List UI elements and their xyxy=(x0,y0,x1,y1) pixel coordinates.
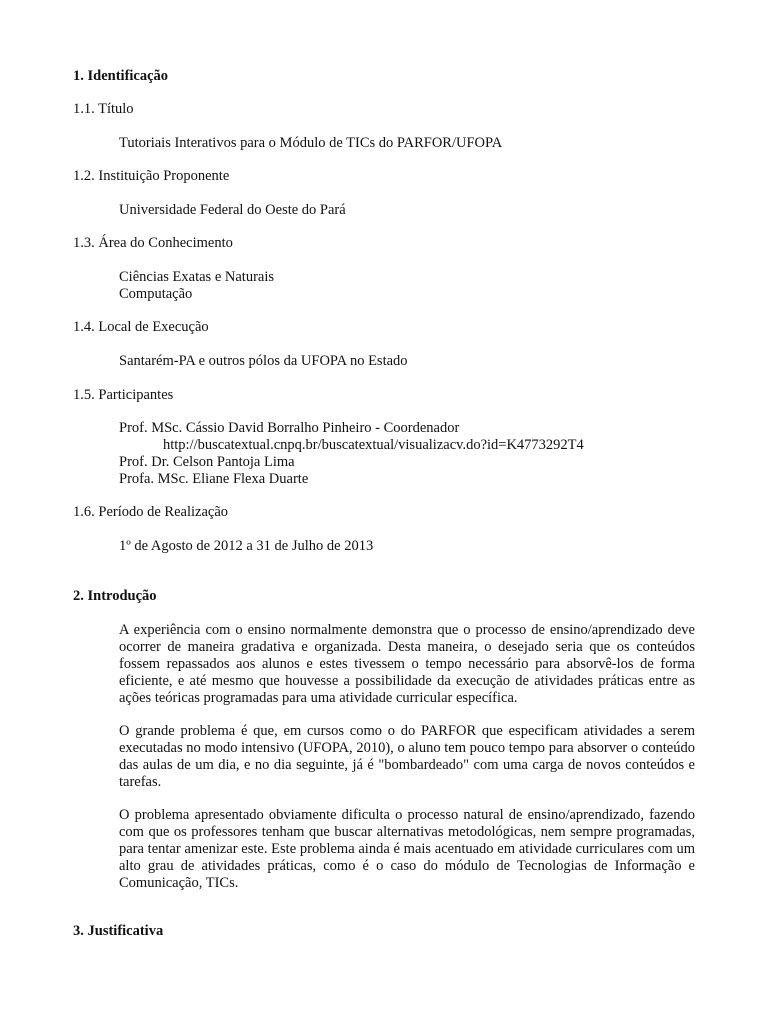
participant-coordenador: Prof. MSc. Cássio David Borralho Pinheiro - Coordenador xyxy=(119,420,460,436)
label-area: 1.3. Área do Conhecimento xyxy=(73,235,233,251)
intro-paragraph-3: O problema apresentado obviamente dificulta o processo natural de ensino/aprendizado, fazendo com que os professores tenham que buscar alternativas metodológicas, nem sempre programadas, para tentar amenizar este. Este problema ainda é mais acentuado em atividade curriculares com um alto grau de atividades práticas, como é o caso do módulo de Tecnologias de Informação e Comunicação, TICs. xyxy=(119,807,695,891)
value-titulo: Tutoriais Interativos para o Módulo de TICs do PARFOR/UFOPA xyxy=(119,135,503,151)
label-local: 1.4. Local de Execução xyxy=(73,319,209,335)
participant-2: Prof. Dr. Celson Pantoja Lima xyxy=(119,454,295,470)
intro-paragraph-2: O grande problema é que, em cursos como o do PARFOR que especificam atividades a serem executadas no modo intensivo (UFOPA, 2010), o aluno tem pouco tempo para absorver o conteúdo das aulas de um dia, e no dia seguinte, já é "bombardeado" com uma carga de novos conteúdos e tarefas. xyxy=(119,723,695,790)
intro-paragraph-1: A experiência com o ensino normalmente demonstra que o processo de ensino/aprendizado deve ocorrer de maneira gradativa e organizada. Desta maneira, o desejado seria que os conteúdos fossem repassados aos alunos e estes tivessem o tempo necessário para absorvê-los de forma eficiente, e até mesmo que houvesse a possibilidade da execução de atividades práticas entre as ações teóricas programadas para uma atividade curricular específica. xyxy=(119,622,695,706)
label-titulo: 1.1. Título xyxy=(73,101,134,117)
section-heading-identificacao: 1. Identificação xyxy=(73,68,169,84)
label-participantes: 1.5. Participantes xyxy=(73,387,174,403)
value-instituicao: Universidade Federal do Oeste do Pará xyxy=(119,202,346,218)
participant-lattes-url[interactable]: http://buscatextual.cnpq.br/buscatextual/visualizacv.do?id=K4773292T4 xyxy=(163,437,584,453)
value-periodo: 1º de Agosto de 2012 a 31 de Julho de 2013 xyxy=(119,538,374,554)
section-heading-justificativa: 3. Justificativa xyxy=(73,923,164,939)
value-local: Santarém-PA e outros pólos da UFOPA no Estado xyxy=(119,353,408,369)
value-area-1: Ciências Exatas e Naturais xyxy=(119,269,275,285)
value-area-2: Computação xyxy=(119,286,193,302)
label-periodo: 1.6. Período de Realização xyxy=(73,504,229,520)
label-instituicao: 1.2. Instituição Proponente xyxy=(73,168,230,184)
section-heading-introducao: 2. Introdução xyxy=(73,588,157,604)
participant-3: Profa. MSc. Eliane Flexa Duarte xyxy=(119,471,309,487)
